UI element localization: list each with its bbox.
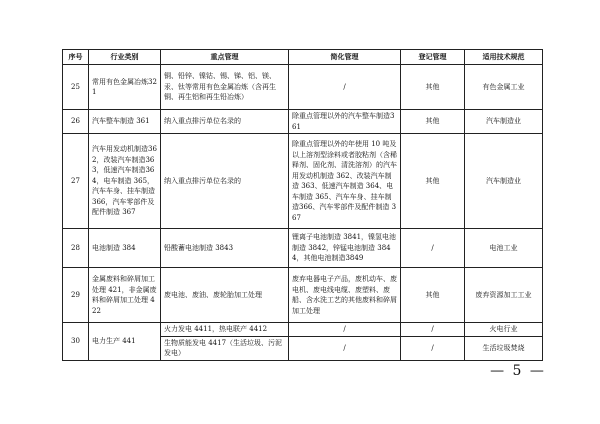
row-registration-management: 其他 (401, 65, 465, 110)
header-registration-management: 登记管理 (401, 50, 465, 65)
table-row (63, 110, 543, 134)
row-number: 30 (63, 323, 89, 361)
row-registration-management: 其他 (401, 268, 465, 323)
row-simplified-management: / (289, 336, 401, 360)
row-technical-spec: 火电行业 (465, 323, 543, 337)
row-registration-management: 其他 (401, 134, 465, 229)
header-category: 行业类别 (89, 50, 161, 65)
header-key-management: 重点管理 (161, 50, 289, 65)
page-number: — 5 — (490, 363, 546, 379)
row-simplified-management: 锂离子电池制造 3841，镍氢电池制造 3842，锌锰电池制造 3844，其他电池制造3849 (289, 229, 401, 268)
row-simplified-management: 除重点管理以外的年使用 10 吨及以上溶剂型涂料或者胶粘剂（含稀释剂、固化剂、清洗溶剂）的汽车用发动机制造 362、改装汽车制造 363、低速汽车制造 364、电车制造 365、汽车车身、挂车制造366、汽车零部件及配件制造 367 (289, 134, 401, 229)
row-registration-management: 其他 (401, 110, 465, 134)
row-number: 27 (63, 134, 89, 229)
row-technical-spec: 生活垃圾焚烧 (465, 336, 543, 360)
row-simplified-management: 除重点管理以外的汽车整车制造361 (289, 110, 401, 134)
row-category: 电池制造 384 (89, 229, 161, 268)
row-category: 金属废料和碎屑加工处理 421，非金属废料和碎屑加工处理 422 (89, 268, 161, 323)
row-technical-spec: 废弃资源加工工业 (465, 268, 543, 323)
header-no: 序号 (63, 50, 89, 65)
row-technical-spec: 电池工业 (465, 229, 543, 268)
header-simplified-management: 简化管理 (289, 50, 401, 65)
row-category: 汽车用发动机制造362，改装汽车制造363，低速汽车制造364，电车制造 365，汽车车身、挂车制造366，汽车零部件及配件制造 367 (89, 134, 161, 229)
row-key-management: 纳入重点排污单位名录的 (161, 134, 289, 229)
row-key-management: 纳入重点排污单位名录的 (161, 110, 289, 134)
row-simplified-management: / (289, 65, 401, 110)
row-registration-management: / (401, 323, 465, 337)
table-row (63, 134, 543, 229)
row-category: 电力生产 441 (89, 323, 161, 361)
header-technical-spec: 适用技术规范 (465, 50, 543, 65)
row-simplified-management: 废弃电器电子产品，废机动车、废电机、废电线电缆、废塑料、废船、含水洗工艺的其他废料和碎屑加工处理 (289, 268, 401, 323)
row-category: 常用有色金属冶炼321 (89, 65, 161, 110)
row-simplified-management: / (289, 323, 401, 337)
row-key-management: 铜、铅锌、镍钴、锡、锑、铝、镁、汞、钛等常用有色金属冶炼（含再生铜、再生铝和再生铅冶炼） (161, 65, 289, 110)
table-row (63, 268, 543, 323)
row-key-management: 生物质能发电 4417（生活垃圾、污泥发电） (161, 336, 289, 360)
row-key-management: 火力发电 4411，热电联产 4412 (161, 323, 289, 337)
row-number: 25 (63, 65, 89, 110)
row-technical-spec: 汽车制造业 (465, 110, 543, 134)
row-number: 26 (63, 110, 89, 134)
row-key-management: 废电池、废油、废轮胎加工处理 (161, 268, 289, 323)
table-header-row (63, 50, 543, 65)
row-category: 汽车整车制造 361 (89, 110, 161, 134)
row-registration-management: / (401, 336, 465, 360)
row-technical-spec: 汽车制造业 (465, 134, 543, 229)
row-registration-management: / (401, 229, 465, 268)
row-number: 28 (63, 229, 89, 268)
row-key-management: 铅酸蓄电池制造 3843 (161, 229, 289, 268)
table-row (63, 323, 543, 337)
table-row (63, 65, 543, 110)
row-number: 29 (63, 268, 89, 323)
row-technical-spec: 有色金属工业 (465, 65, 543, 110)
table-row (63, 229, 543, 268)
industry-classification-table (62, 49, 543, 361)
